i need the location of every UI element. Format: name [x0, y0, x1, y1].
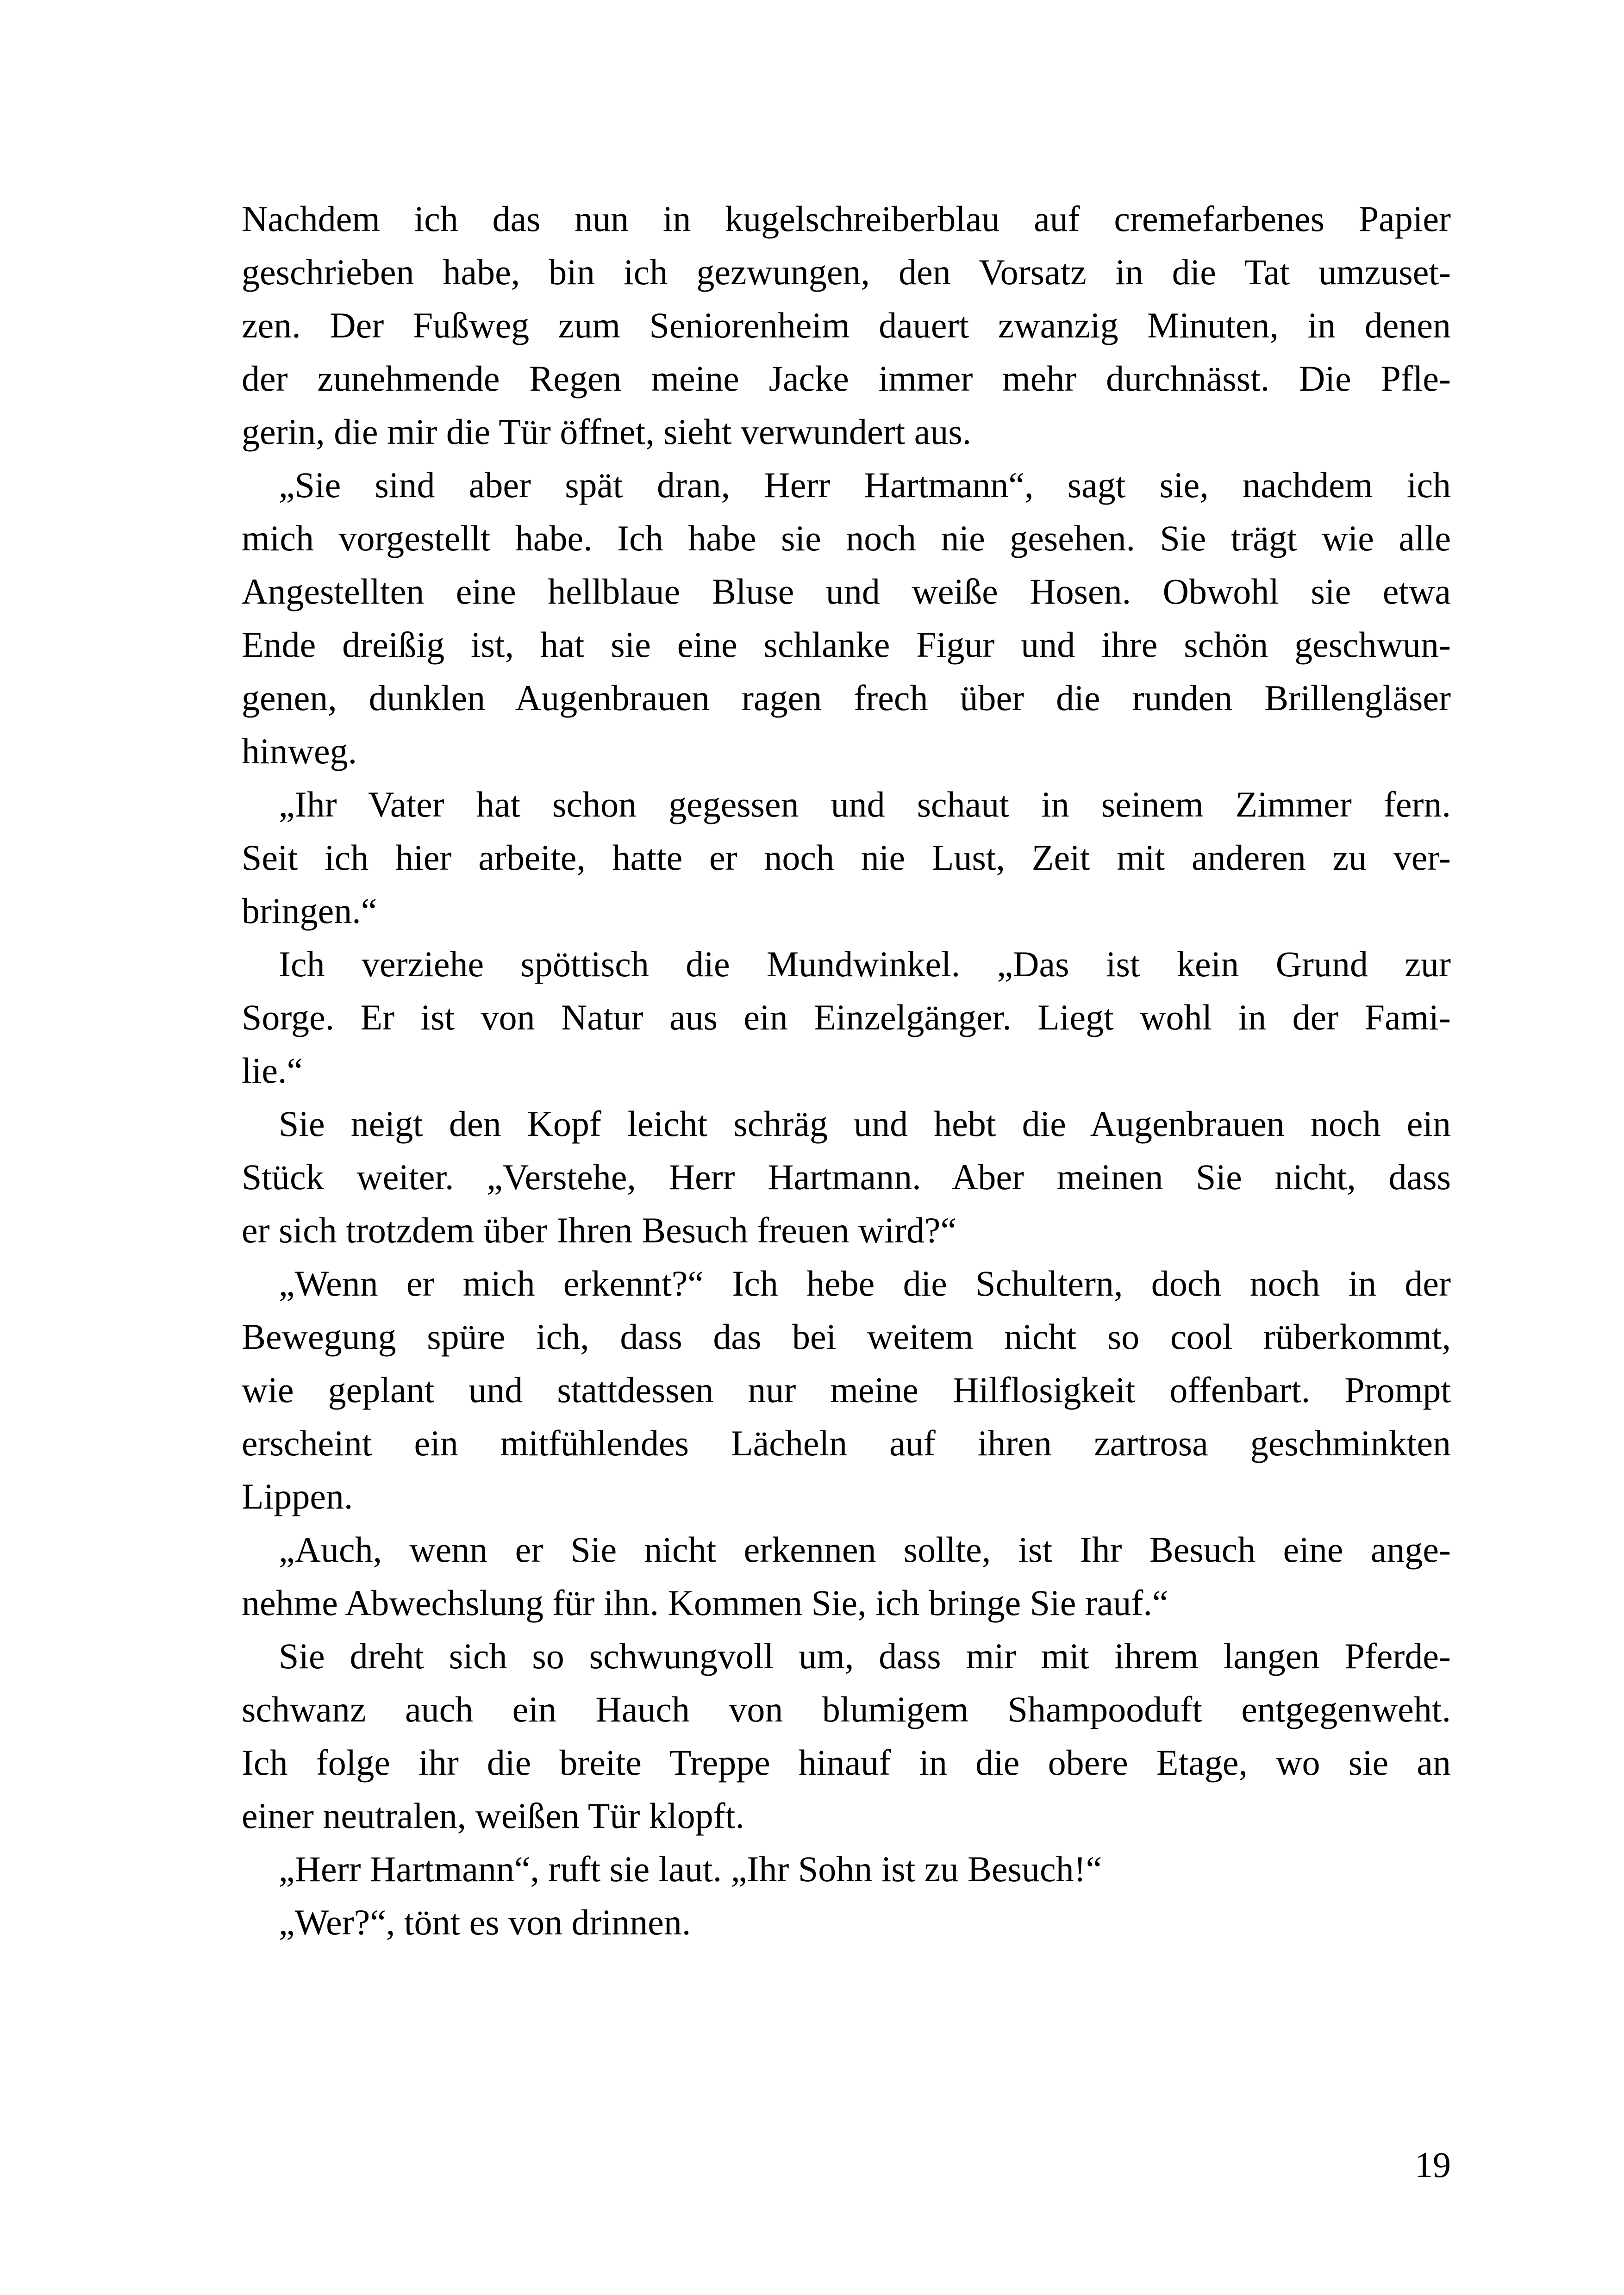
text-line: „Wer?“, tönt es von drinnen.: [279, 1902, 691, 1942]
text-line: lie.“: [242, 1050, 303, 1091]
text-line: Sorge. Er ist von Natur aus ein Einzelgänger. Liegt wohl in der Fami-: [242, 997, 1451, 1037]
page-number: 19: [1415, 2145, 1451, 2185]
text-line: hinweg.: [242, 731, 357, 771]
text-line: Ich verziehe spöttisch die Mundwinkel. „Das ist kein Grund zur: [279, 944, 1451, 984]
text-line: der zunehmende Regen meine Jacke immer mehr durchnässt. Die Pfle-: [242, 358, 1451, 399]
paragraph: [242, 1842, 1451, 1896]
paragraph: [242, 1097, 1451, 1257]
text-line: mich vorgestellt habe. Ich habe sie noch nie gesehen. Sie trägt wie alle: [242, 518, 1451, 558]
text-line: Stück weiter. „Verstehe, Herr Hartmann. Aber meinen Sie nicht, dass: [242, 1157, 1451, 1197]
text-line: Bewegung spüre ich, dass das bei weitem nicht so cool rüberkommt,: [242, 1316, 1451, 1357]
text-line: Lippen.: [242, 1476, 353, 1516]
text-line: Ich folge ihr die breite Treppe hinauf in die obere Etage, wo sie an: [242, 1742, 1451, 1783]
text-line: Angestellten eine hellblaue Bluse und weiße Hosen. Obwohl sie etwa: [242, 571, 1451, 611]
paragraph: [242, 1257, 1451, 1523]
text-line: Nachdem ich das nun in kugelschreiberblau auf cremefarbenes Papier: [242, 199, 1451, 239]
text-line: Seit ich hier arbeite, hatte er noch nie Lust, Zeit mit anderen zu ver-: [242, 837, 1451, 878]
text-line: bringen.“: [242, 891, 377, 931]
text-line: wie geplant und stattdessen nur meine Hilflosigkeit offenbart. Prompt: [242, 1370, 1451, 1410]
body-text: [242, 192, 1451, 1949]
text-line: „Herr Hartmann“, ruft sie laut. „Ihr Sohn ist zu Besuch!“: [279, 1849, 1102, 1889]
text-line: „Wenn er mich erkennt?“ Ich hebe die Schultern, doch noch in der: [279, 1263, 1451, 1303]
text-line: Sie neigt den Kopf leicht schräg und hebt die Augenbrauen noch ein: [279, 1104, 1451, 1144]
text-line: genen, dunklen Augenbrauen ragen frech über die runden Brillengläser: [242, 678, 1451, 718]
paragraph: [242, 1896, 1451, 1949]
paragraph: [242, 778, 1451, 937]
text-line: nehme Abwechslung für ihn. Kommen Sie, ich bringe Sie rauf.“: [242, 1583, 1168, 1623]
text-line: erscheint ein mitfühlendes Lächeln auf ihren zartrosa geschminkten: [242, 1423, 1451, 1463]
text-line: Sie dreht sich so schwungvoll um, dass mir mit ihrem langen Pferde-: [279, 1636, 1451, 1676]
text-line: gerin, die mir die Tür öffnet, sieht verwundert aus.: [242, 412, 972, 452]
paragraph: [242, 458, 1451, 778]
text-line: er sich trotzdem über Ihren Besuch freuen wird?“: [242, 1210, 957, 1250]
text-line: zen. Der Fußweg zum Seniorenheim dauert zwanzig Minuten, in denen: [242, 305, 1451, 345]
paragraph: [242, 1629, 1451, 1842]
paragraph: [242, 1523, 1451, 1629]
paragraph: [242, 192, 1451, 458]
text-line: „Sie sind aber spät dran, Herr Hartmann“, sagt sie, nachdem ich: [279, 465, 1451, 505]
text-line: „Ihr Vater hat schon gegessen und schaut in seinem Zimmer fern.: [279, 784, 1451, 824]
paragraph: [242, 937, 1451, 1097]
text-line: einer neutralen, weißen Tür klopft.: [242, 1796, 744, 1836]
text-line: schwanz auch ein Hauch von blumigem Shampooduft entgegenweht.: [242, 1689, 1451, 1729]
text-line: „Auch, wenn er Sie nicht erkennen sollte, ist Ihr Besuch eine ange-: [279, 1529, 1451, 1570]
text-line: Ende dreißig ist, hat sie eine schlanke Figur und ihre schön geschwun-: [242, 624, 1451, 665]
text-line: geschrieben habe, bin ich gezwungen, den Vorsatz in die Tat umzuset-: [242, 252, 1451, 292]
